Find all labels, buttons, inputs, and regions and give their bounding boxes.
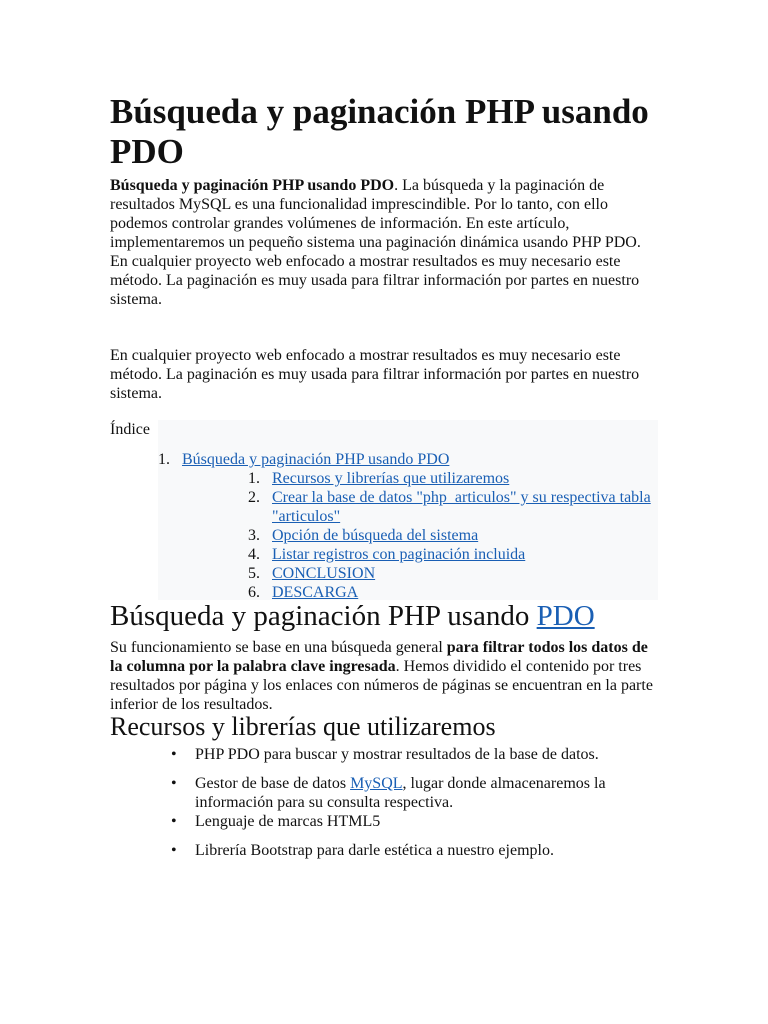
toc-number: 1.: [248, 470, 260, 487]
list-item: [168, 841, 668, 860]
intro-text: . La búsqueda y la paginación de resultados MySQL es una funcionalidad imprescindible. Por lo tanto, con ello podemos controlar grandes volúmenes de información. En este artículo, implementaremos un pequeño sistema una paginación dinámica usando PHP PDO.: [110, 177, 641, 251]
intro-bold-lead: Búsqueda y paginación PHP usando PDO: [110, 177, 395, 194]
list-item-text: Librería Bootstrap para darle estética a nuestro ejemplo.: [195, 842, 554, 859]
toc-number: 5.: [248, 565, 260, 582]
toc-number: 3.: [248, 527, 260, 544]
toc-main-item: [158, 450, 658, 602]
toc-item: [248, 488, 662, 526]
toc-item: [248, 545, 662, 564]
list-item: [168, 745, 668, 764]
toc-link-main[interactable]: Búsqueda y paginación PHP usando PDO: [182, 451, 450, 468]
bullet-icon: •: [171, 775, 177, 792]
section1-text-end: . Hemos dividido el contenido por tres resultados por página y los enlaces con números de páginas se encuentran en la parte inferior de los resultados.: [110, 658, 653, 713]
toc-item: [248, 564, 662, 583]
list-item-text: Gestor de base de datos: [195, 775, 351, 792]
bullet-icon: •: [171, 813, 177, 830]
toc-number: 4.: [248, 546, 260, 563]
toc-link-listar-registros[interactable]: Listar registros con paginación incluida: [272, 546, 526, 563]
section1-text-start: Su funcionamiento se base en una búsqueda general: [110, 639, 447, 656]
list-item-text: PHP PDO para buscar y mostrar resultados de la base de datos.: [195, 746, 599, 763]
page-title: Búsqueda y paginación PHP usando PDO: [110, 92, 649, 171]
bullet-icon: •: [171, 746, 177, 763]
section-heading-text: Búsqueda y paginación PHP usando: [110, 600, 537, 632]
resources-list: [168, 745, 668, 870]
toc-item: [248, 469, 662, 488]
section1-paragraph: [110, 638, 658, 714]
table-of-contents: [158, 450, 658, 602]
toc-number: 2.: [248, 489, 260, 506]
toc-link-recursos[interactable]: Recursos y librerías que utilizaremos: [272, 470, 510, 487]
repeat-paragraph: En cualquier proyecto web enfocado a mostrar resultados es muy necesario este método. La paginación es muy usada para filtrar información por partes en nuestro sistema.: [110, 347, 640, 402]
list-item-text: Lenguaje de marcas HTML5: [195, 813, 381, 830]
section-heading-recursos: Recursos y librerías que utilizaremos: [110, 712, 496, 741]
toc-link-descarga[interactable]: DESCARGA: [272, 584, 359, 601]
list-item: [168, 774, 668, 812]
toc-link-conclusion[interactable]: CONCLUSION: [272, 565, 376, 582]
toc-sublist: [182, 469, 658, 602]
section-heading-busqueda: [110, 600, 595, 632]
list-item-text: , lugar donde almacenaremos la información para su consulta respectiva.: [195, 775, 606, 811]
list-item: [168, 812, 668, 831]
mysql-link[interactable]: MySQL: [350, 775, 403, 792]
toc-item: [248, 526, 662, 545]
toc-main-number: 1.: [158, 451, 170, 468]
pdo-link[interactable]: PDO: [536, 600, 595, 632]
intro-line2: En cualquier proyecto web enfocado a mostrar resultados es muy necesario este método. La paginación es muy usada para filtrar información por partes en nuestro sistema.: [110, 253, 640, 308]
intro-paragraph: [110, 176, 658, 309]
toc-link-opcion-busqueda[interactable]: Opción de búsqueda del sistema: [272, 527, 479, 544]
toc-label: Índice: [110, 421, 150, 438]
toc-number: 6.: [248, 584, 260, 601]
toc-link-crear-base[interactable]: Crear la base de datos "php_articulos" y su respectiva tabla "articulos": [272, 489, 651, 525]
bullet-icon: •: [171, 842, 177, 859]
section1-bold-text: para filtrar todos los datos de la columna por la palabra clave ingresada: [110, 639, 648, 675]
